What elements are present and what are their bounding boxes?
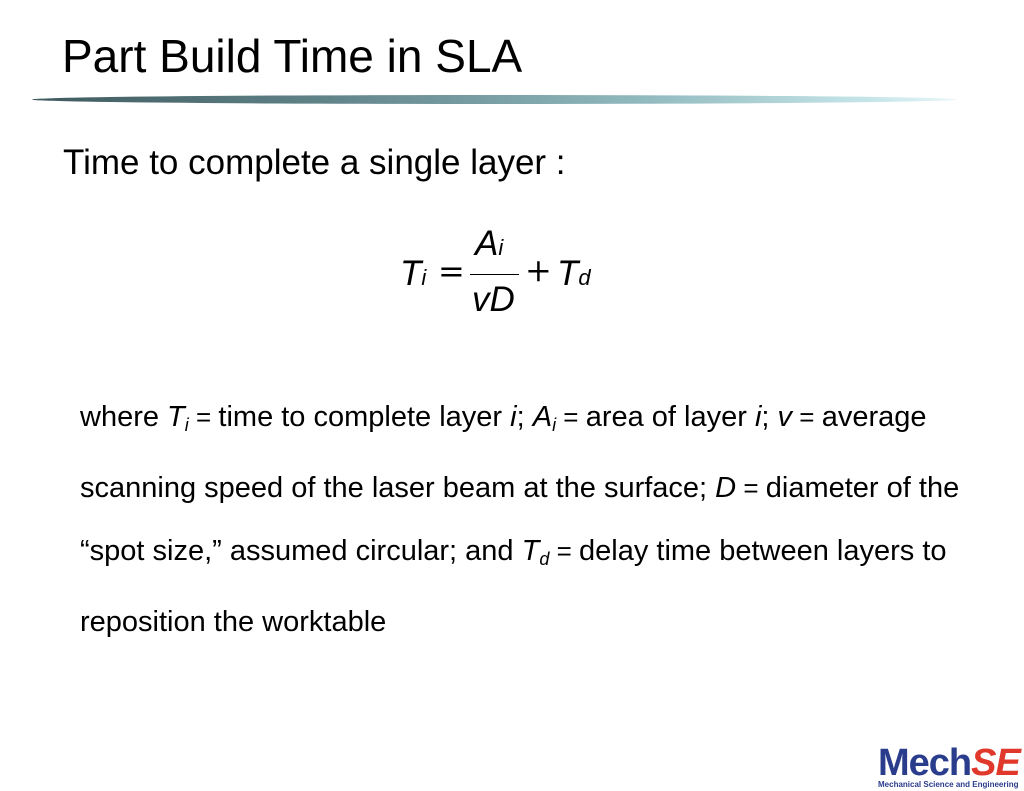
slide-title: Part Build Time in SLA <box>62 30 523 82</box>
logo-mech: Mech <box>878 742 972 784</box>
def-text: average scanning speed of the laser beam at the surface; <box>80 401 927 504</box>
formula-rhs-var: T <box>557 254 579 293</box>
def-sub-td: d <box>539 549 550 569</box>
mechse-logo <box>876 744 1024 791</box>
fraction-bar <box>470 274 519 275</box>
def-sub-ti: i <box>184 415 189 435</box>
title-divider <box>32 95 956 104</box>
def-equals: = <box>556 402 586 432</box>
formula-numerator-sub: i <box>498 235 504 260</box>
def-text: delay time between layers to reposition the worktable <box>80 535 947 638</box>
def-var-v: v <box>777 401 793 433</box>
def-text: diameter of the “spot size,” assumed circular; and <box>80 472 960 567</box>
formula-rhs-sub: d <box>578 265 591 290</box>
def-var-i: i <box>754 401 762 433</box>
formula-plus: + <box>525 251 552 289</box>
formula-lhs-sub: i <box>421 265 427 290</box>
formula-lhs-var: T <box>400 254 422 293</box>
def-var-ai: A <box>532 401 553 433</box>
def-text: area of layer <box>585 401 755 433</box>
def-equals: = <box>188 402 219 432</box>
def-sub-ai: i <box>552 415 557 435</box>
subheading: Time to complete a single layer : <box>63 143 566 182</box>
logo-tagline: Mechanical Science and Engineering <box>878 780 1019 789</box>
formula-rhs <box>557 254 591 294</box>
formula-equals: = <box>438 252 465 290</box>
def-text: where <box>80 401 168 433</box>
def-text: ; <box>761 401 778 433</box>
def-var-i: i <box>510 401 517 433</box>
formula-denominator: vD <box>472 280 515 319</box>
logo-wordmark <box>878 744 1020 782</box>
def-equals: = <box>549 536 579 566</box>
formula-numerator <box>475 224 503 264</box>
logo-se: SE <box>971 742 1020 784</box>
def-equals: = <box>736 473 766 503</box>
def-var-ti: T <box>167 401 185 433</box>
def-text: time to complete layer <box>218 401 511 433</box>
def-var-d: D <box>715 472 737 504</box>
def-var-td: T <box>521 535 540 567</box>
def-text: ; <box>516 401 533 433</box>
formula-lhs <box>400 254 426 294</box>
formula-numerator-var: A <box>475 224 499 263</box>
variable-definitions <box>80 386 970 654</box>
build-time-formula <box>395 224 635 324</box>
def-equals: = <box>792 402 822 432</box>
